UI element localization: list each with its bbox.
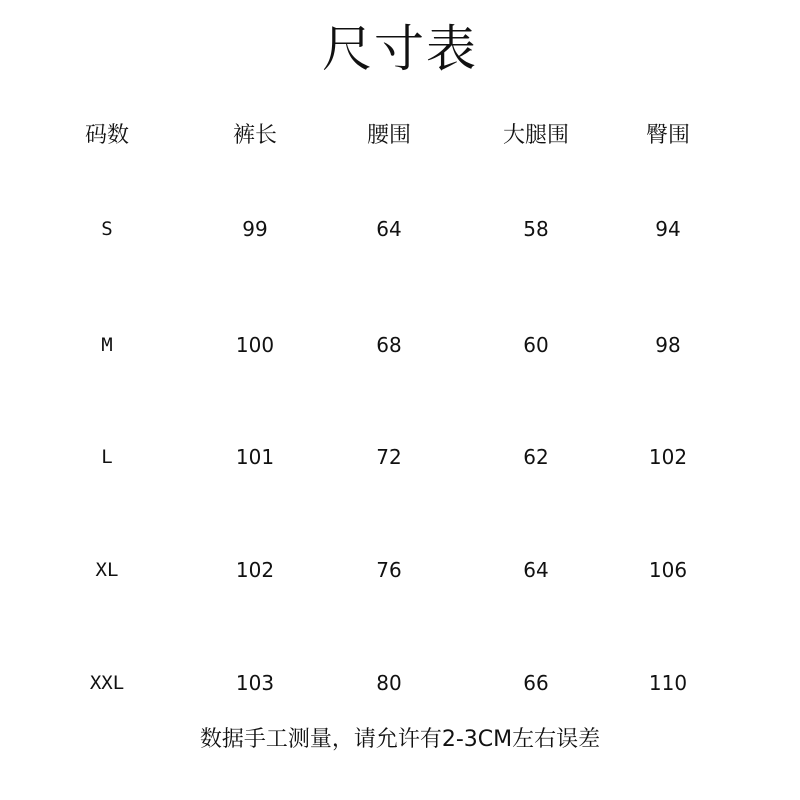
thigh-cell: 62 xyxy=(523,445,549,469)
column-header-hip: 臀围 xyxy=(645,123,690,148)
thigh-cell: 64 xyxy=(523,558,549,582)
hip-cell: 106 xyxy=(648,558,688,582)
size-cell: XL xyxy=(95,559,119,581)
hip-cell: 98 xyxy=(655,333,681,357)
column-header-thigh: 大腿围 xyxy=(502,123,569,148)
page-title: 尺寸表 xyxy=(322,20,478,78)
hip-cell: 102 xyxy=(648,445,688,469)
size-cell: S xyxy=(101,218,113,240)
waist-cell: 80 xyxy=(376,671,402,695)
waist-cell: 72 xyxy=(376,445,402,469)
thigh-cell: 60 xyxy=(523,333,549,357)
pants-length-cell: 100 xyxy=(235,333,275,357)
size-cell: M xyxy=(101,334,113,356)
thigh-cell: 58 xyxy=(523,217,549,241)
size-cell: L xyxy=(101,446,113,468)
pants-length-cell: 103 xyxy=(235,671,275,695)
measurement-note: 数据手工测量，请允许有2-3CM左右误差 xyxy=(199,727,601,752)
hip-cell: 94 xyxy=(655,217,681,241)
pants-length-cell: 99 xyxy=(242,217,268,241)
thigh-cell: 66 xyxy=(523,671,549,695)
pants-length-cell: 102 xyxy=(235,558,275,582)
hip-cell: 110 xyxy=(648,671,688,695)
column-header-pants-length: 裤长 xyxy=(232,123,277,148)
column-header-waist: 腰围 xyxy=(366,123,411,148)
waist-cell: 76 xyxy=(376,558,402,582)
size-cell: XXL xyxy=(89,672,125,694)
column-header-size: 码数 xyxy=(84,123,129,148)
waist-cell: 68 xyxy=(376,333,402,357)
pants-length-cell: 101 xyxy=(235,445,275,469)
waist-cell: 64 xyxy=(376,217,402,241)
